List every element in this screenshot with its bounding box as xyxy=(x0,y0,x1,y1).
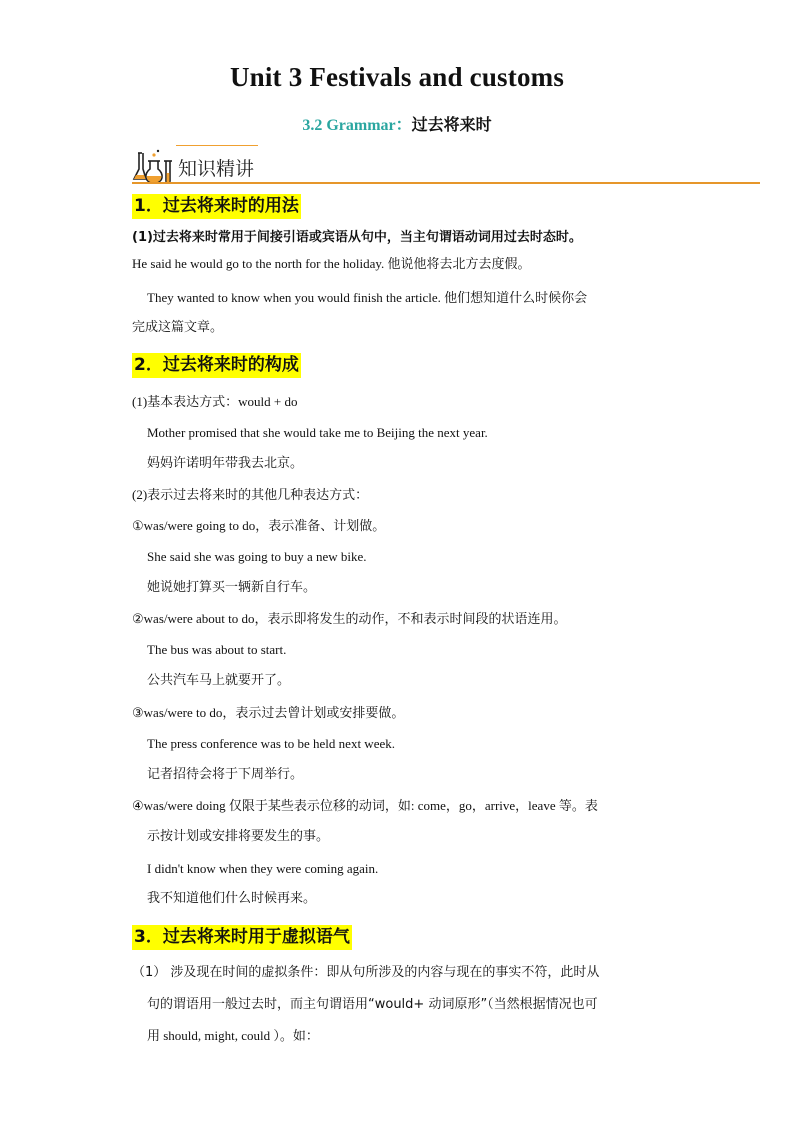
section-2-item-3: ③was/were to do，表示过去曾计划或安排要做。 xyxy=(132,705,405,720)
section-2-basic: (1)基本表达方式：would + do xyxy=(132,394,298,409)
page-title: Unit 3 Festivals and customs xyxy=(229,62,565,92)
section-2-item-4-en: I didn't know when they were coming again. xyxy=(147,861,379,876)
section-2-basic-example-cn: 妈妈许诺明年带我去北京。 xyxy=(147,456,304,471)
knowledge-header-label: 知识精讲 xyxy=(178,158,255,180)
section-1-example-2-cont: 完成这篇文章。 xyxy=(132,320,224,335)
knowledge-header xyxy=(132,145,760,185)
section-2-item-1: ①was/were going to do，表示准备、计划做。 xyxy=(132,518,386,533)
header-divider xyxy=(132,182,760,184)
subtitle-english: 3.2 Grammar： xyxy=(302,117,412,134)
section-2-item-1-en: She said she was going to buy a new bike. xyxy=(147,549,367,564)
section-2-item-1-cn: 她说她打算买一辆新自行车。 xyxy=(147,580,317,595)
section-2-basic-example-en: Mother promised that she would take me to Beijing the next year. xyxy=(147,425,488,440)
flask-icon xyxy=(132,147,176,185)
page-subtitle xyxy=(0,112,794,135)
section-2-others: (2)表示过去将来时的其他几种表达方式： xyxy=(132,487,369,502)
section-2-item-3-cn: 记者招待会将于下周举行。 xyxy=(147,767,304,782)
section-1-rule: (1)过去将来时常用于间接引语或宾语从句中，当主句谓语动词用过去时态时。 xyxy=(132,230,582,245)
section-3-heading: 3．过去将来时用于虚拟语气 xyxy=(132,925,352,950)
section-1-heading: 1．过去将来时的用法 xyxy=(132,194,301,219)
section-2-item-2-cn: 公共汽车马上就要开了。 xyxy=(147,673,291,688)
section-2-item-2: ②was/were about to do，表示即将发生的动作，不和表示时间段的状语连用。 xyxy=(132,611,567,626)
section-3-para-line-1: （1） 涉及现在时间的虚拟条件：即从句所涉及的内容与现在的事实不符，此时从 xyxy=(132,965,600,980)
section-3-para-line-3: 用 should, might, could ）。如： xyxy=(147,1028,319,1043)
section-1-example-2: They wanted to know when you would finish the article. 他们想知道什么时候你会 xyxy=(147,290,588,305)
section-2-item-3-en: The press conference was to be held next week. xyxy=(147,736,395,751)
section-2-item-2-en: The bus was about to start. xyxy=(147,642,287,657)
section-2-heading: 2．过去将来时的构成 xyxy=(132,353,301,378)
section-3-para-line-2: 句的谓语用一般过去时，而主句谓语用“would+ 动词原形”（当然根据情况也可 xyxy=(147,997,598,1012)
header-accent-line xyxy=(176,145,258,146)
section-2-item-4-cn: 我不知道他们什么时候再来。 xyxy=(147,891,317,906)
section-2-item-4: ④was/were doing 仅限于某些表示位移的动词，如: come，go，arrive，leave 等。表 xyxy=(132,798,598,813)
section-1-example-1: He said he would go to the north for the holiday. 他说他将去北方去度假。 xyxy=(132,256,531,271)
subtitle-chinese: 过去将来时 xyxy=(411,117,492,134)
section-2-item-4-cont: 示按计划或安排将要发生的事。 xyxy=(147,829,330,844)
